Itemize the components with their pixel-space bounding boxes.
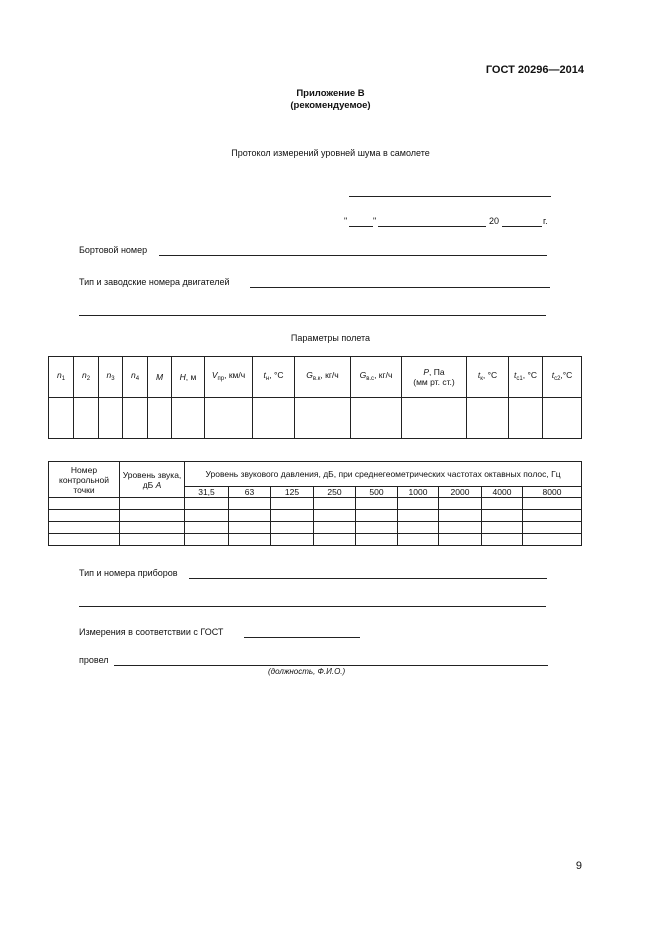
noise-cell[interactable]	[439, 534, 482, 546]
param-cell[interactable]	[99, 398, 123, 439]
engines-field-cont[interactable]	[79, 315, 546, 316]
param-header-tc1: $t_{с1}$, °С	[509, 357, 543, 398]
instruments-field[interactable]	[189, 578, 547, 579]
noise-cell[interactable]	[398, 498, 439, 510]
param-header-n4: $n_4$	[123, 357, 148, 398]
noise-cell[interactable]	[271, 510, 314, 522]
noise-cell[interactable]	[523, 498, 582, 510]
noise-data-row	[49, 498, 582, 510]
param-cell[interactable]	[172, 398, 205, 439]
freq-header-1000: 1000	[398, 487, 439, 498]
noise-cell[interactable]	[482, 510, 523, 522]
param-cell[interactable]	[402, 398, 467, 439]
noise-cell[interactable]	[398, 522, 439, 534]
freq-header-31-5: 31,5	[185, 487, 229, 498]
instruments-label: Тип и номера приборов	[79, 568, 178, 578]
noise-cell[interactable]	[482, 522, 523, 534]
noise-cell[interactable]	[185, 510, 229, 522]
date-day-line[interactable]	[349, 226, 373, 227]
year-prefix: 20	[489, 216, 500, 226]
noise-cell[interactable]	[185, 534, 229, 546]
noise-cell[interactable]	[120, 534, 185, 546]
engines-label: Тип и заводские номера двигателей	[79, 277, 230, 287]
freq-header-8000: 8000	[523, 487, 582, 498]
year-suffix: г.	[543, 216, 548, 226]
noise-cell[interactable]	[49, 498, 120, 510]
noise-cell[interactable]	[271, 498, 314, 510]
noise-cell[interactable]	[314, 522, 356, 534]
param-header-gvk: $G_{в.к}$, кг/ч	[295, 357, 351, 398]
freq-header-500: 500	[356, 487, 398, 498]
param-header-gvs: $G_{в.с}$, кг/ч	[351, 357, 402, 398]
noise-cell[interactable]	[229, 522, 271, 534]
position-hint: (должность, Ф.И.О.)	[268, 667, 346, 676]
param-header-mach: M	[148, 357, 172, 398]
page-number: 9	[575, 860, 582, 872]
standard-number: ГОСТ 20296—2014	[485, 64, 584, 76]
close-quote: "	[373, 216, 377, 226]
param-cell[interactable]	[351, 398, 402, 439]
engines-field[interactable]	[250, 287, 550, 288]
param-cell[interactable]	[295, 398, 351, 439]
noise-cell[interactable]	[185, 522, 229, 534]
conducted-field[interactable]	[114, 665, 548, 666]
noise-cell[interactable]	[482, 498, 523, 510]
noise-data-row	[49, 510, 582, 522]
noise-cell[interactable]	[439, 522, 482, 534]
param-header-n1: $n_1$	[49, 357, 74, 398]
noise-cell[interactable]	[120, 510, 185, 522]
noise-cell[interactable]	[356, 534, 398, 546]
appendix-subtitle: (рекомендуемое)	[290, 100, 371, 111]
noise-cell[interactable]	[482, 534, 523, 546]
param-header-n2: $n_2$	[74, 357, 99, 398]
freq-header-250: 250	[314, 487, 356, 498]
noise-cell[interactable]	[523, 522, 582, 534]
param-cell[interactable]	[467, 398, 509, 439]
freq-header-125: 125	[271, 487, 314, 498]
param-cell[interactable]	[148, 398, 172, 439]
param-cell[interactable]	[253, 398, 295, 439]
param-cell[interactable]	[123, 398, 148, 439]
date-line	[344, 216, 554, 228]
param-header-pressure: P, Па (мм рт. ст.)	[402, 357, 467, 398]
noise-header-row	[49, 462, 582, 487]
flight-params-title: Параметры полета	[290, 333, 371, 343]
noise-data-row	[49, 522, 582, 534]
flight-params-data-row	[49, 398, 582, 439]
param-cell[interactable]	[205, 398, 253, 439]
freq-header-4000: 4000	[482, 487, 523, 498]
param-cell[interactable]	[509, 398, 543, 439]
appendix-title: Приложение В	[296, 88, 365, 99]
noise-cell[interactable]	[356, 510, 398, 522]
noise-cell[interactable]	[229, 510, 271, 522]
noise-table	[48, 461, 582, 546]
noise-cell[interactable]	[314, 498, 356, 510]
date-month-line[interactable]	[378, 226, 486, 227]
noise-cell[interactable]	[523, 510, 582, 522]
param-cell[interactable]	[74, 398, 99, 439]
noise-cell[interactable]	[271, 522, 314, 534]
noise-cell[interactable]	[398, 534, 439, 546]
gost-field[interactable]	[244, 637, 360, 638]
noise-data-row	[49, 534, 582, 546]
noise-cell[interactable]	[120, 522, 185, 534]
noise-cell[interactable]	[271, 534, 314, 546]
date-year-line[interactable]	[502, 226, 542, 227]
freq-header-2000: 2000	[439, 487, 482, 498]
sound-level-header: Уровень звука, дБ А	[120, 462, 185, 498]
param-header-speed: $V_{пр}$, км/ч	[205, 357, 253, 398]
noise-cell[interactable]	[49, 522, 120, 534]
noise-cell[interactable]	[49, 534, 120, 546]
param-header-altitude: H, м	[172, 357, 205, 398]
noise-cell[interactable]	[120, 498, 185, 510]
freq-header-63: 63	[229, 487, 271, 498]
noise-cell[interactable]	[439, 498, 482, 510]
param-header-n3: $n_3$	[99, 357, 123, 398]
noise-cell[interactable]	[523, 534, 582, 546]
board-number-field[interactable]	[159, 255, 547, 256]
conducted-label: провел	[79, 655, 109, 665]
flight-params-table	[48, 356, 582, 439]
param-header-tc2: $t_{с2},^\circ С$	[543, 357, 582, 398]
noise-cell[interactable]	[439, 510, 482, 522]
open-quote: "	[344, 216, 348, 226]
checkpoint-header: Номер контрольной точки	[49, 462, 120, 498]
noise-cell[interactable]	[314, 510, 356, 522]
param-cell[interactable]	[49, 398, 74, 439]
noise-cell[interactable]	[356, 522, 398, 534]
noise-cell[interactable]	[229, 498, 271, 510]
noise-cell[interactable]	[229, 534, 271, 546]
noise-cell[interactable]	[398, 510, 439, 522]
param-header-tk: $t_к$, °С	[467, 357, 509, 398]
instruments-field-cont[interactable]	[79, 606, 546, 607]
noise-cell[interactable]	[185, 498, 229, 510]
flight-params-header-row	[49, 357, 582, 398]
param-header-tn: $t_н$, °С	[253, 357, 295, 398]
param-cell[interactable]	[543, 398, 582, 439]
approval-line[interactable]	[349, 196, 551, 197]
board-number-label: Бортовой номер	[79, 245, 148, 255]
protocol-title: Протокол измерений уровней шума в самолете	[231, 148, 430, 158]
noise-cell[interactable]	[356, 498, 398, 510]
noise-cell[interactable]	[314, 534, 356, 546]
noise-cell[interactable]	[49, 510, 120, 522]
gost-label: Измерения в соответствии с ГОСТ	[79, 627, 224, 637]
octave-group-header: Уровень звукового давления, дБ, при среднегеометрических частотах октавных полос, Гц	[185, 462, 582, 487]
